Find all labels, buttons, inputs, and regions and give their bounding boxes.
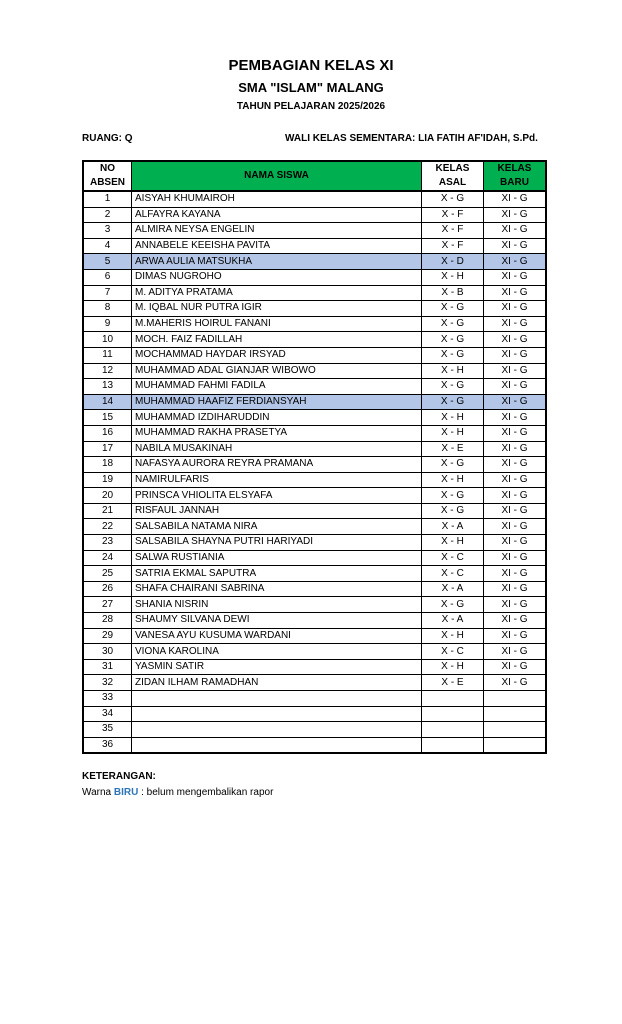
cell-nama-siswa: SATRIA EKMAL SAPUTRA — [132, 566, 422, 582]
cell-nama-siswa: SHAUMY SILVANA DEWI — [132, 613, 422, 629]
table-row — [83, 285, 546, 301]
cell-no-absen: 24 — [83, 550, 132, 566]
cell-kelas-asal: X - G — [422, 394, 484, 410]
cell-no-absen: 17 — [83, 441, 132, 457]
cell-no-absen: 26 — [83, 581, 132, 597]
cell-nama-siswa: SHAFA CHAIRANI SABRINA — [132, 581, 422, 597]
cell-kelas-asal: X - G — [422, 347, 484, 363]
cell-no-absen: 35 — [83, 722, 132, 738]
column-header-nama-siswa: NAMA SISWA — [132, 161, 422, 191]
cell-kelas-baru: XI - G — [484, 535, 547, 551]
cell-kelas-baru: XI - G — [484, 519, 547, 535]
cell-kelas-baru: XI - G — [484, 488, 547, 504]
cell-nama-siswa — [132, 691, 422, 707]
table-row — [83, 191, 546, 207]
cell-nama-siswa: MOCHAMMAD HAYDAR IRSYAD — [132, 347, 422, 363]
cell-kelas-baru: XI - G — [484, 644, 547, 660]
cell-nama-siswa: ARWA AULIA MATSUKHA — [132, 254, 422, 270]
cell-no-absen: 6 — [83, 269, 132, 285]
table-row — [83, 659, 546, 675]
cell-kelas-asal — [422, 737, 484, 753]
table-row — [83, 223, 546, 239]
table-row — [83, 269, 546, 285]
cell-kelas-baru: XI - G — [484, 347, 547, 363]
table-row — [83, 535, 546, 551]
cell-no-absen: 9 — [83, 316, 132, 332]
table-row — [83, 238, 546, 254]
cell-kelas-baru — [484, 691, 547, 707]
cell-kelas-baru: XI - G — [484, 394, 547, 410]
class-table — [82, 160, 547, 754]
cell-kelas-asal: X - H — [422, 425, 484, 441]
legend-title: KETERANGAN: — [82, 771, 156, 782]
cell-nama-siswa: NABILA MUSAKINAH — [132, 441, 422, 457]
cell-nama-siswa: SHANIA NISRIN — [132, 597, 422, 613]
cell-kelas-baru: XI - G — [484, 301, 547, 317]
cell-kelas-baru: XI - G — [484, 550, 547, 566]
cell-no-absen: 32 — [83, 675, 132, 691]
cell-nama-siswa: SALWA RUSTIANIA — [132, 550, 422, 566]
cell-nama-siswa: MUHAMMAD RAKHA PRASETYA — [132, 425, 422, 441]
table-row — [83, 581, 546, 597]
cell-kelas-baru: XI - G — [484, 441, 547, 457]
cell-kelas-asal: X - G — [422, 503, 484, 519]
cell-kelas-asal — [422, 706, 484, 722]
cell-nama-siswa: NAFASYA AURORA REYRA PRAMANA — [132, 457, 422, 473]
cell-no-absen: 27 — [83, 597, 132, 613]
cell-kelas-baru: XI - G — [484, 269, 547, 285]
cell-nama-siswa: MUHAMMAD HAAFIZ FERDIANSYAH — [132, 394, 422, 410]
legend-suffix: : belum mengembalikan rapor — [138, 787, 274, 798]
cell-kelas-baru: XI - G — [484, 472, 547, 488]
cell-nama-siswa: MUHAMMAD FAHMI FADILA — [132, 379, 422, 395]
cell-kelas-baru: XI - G — [484, 425, 547, 441]
cell-nama-siswa: M. IQBAL NUR PUTRA IGIR — [132, 301, 422, 317]
school-name: SMA "ISLAM" MALANG — [238, 80, 384, 95]
table-row — [83, 363, 546, 379]
table-header-row — [83, 161, 546, 191]
cell-no-absen: 36 — [83, 737, 132, 753]
cell-no-absen: 5 — [83, 254, 132, 270]
cell-no-absen: 31 — [83, 659, 132, 675]
cell-kelas-baru: XI - G — [484, 316, 547, 332]
cell-nama-siswa: MUHAMMAD IZDIHARUDDIN — [132, 410, 422, 426]
table-row — [83, 613, 546, 629]
cell-kelas-baru: XI - G — [484, 285, 547, 301]
cell-kelas-baru — [484, 706, 547, 722]
cell-kelas-baru: XI - G — [484, 675, 547, 691]
cell-kelas-baru: XI - G — [484, 191, 547, 207]
cell-no-absen: 23 — [83, 535, 132, 551]
academic-year: TAHUN PELAJARAN 2025/2026 — [236, 101, 386, 112]
cell-no-absen: 8 — [83, 301, 132, 317]
cell-kelas-baru: XI - G — [484, 238, 547, 254]
cell-kelas-asal: X - D — [422, 254, 484, 270]
cell-no-absen: 2 — [83, 207, 132, 223]
cell-kelas-baru: XI - G — [484, 659, 547, 675]
cell-kelas-baru: XI - G — [484, 457, 547, 473]
cell-kelas-asal: X - G — [422, 379, 484, 395]
legend-text — [82, 787, 273, 798]
table-row — [83, 488, 546, 504]
cell-kelas-asal: X - G — [422, 332, 484, 348]
table-row — [83, 519, 546, 535]
cell-kelas-asal: X - F — [422, 238, 484, 254]
cell-kelas-baru: XI - G — [484, 597, 547, 613]
cell-nama-siswa: VANESA AYU KUSUMA WARDANI — [132, 628, 422, 644]
cell-no-absen: 34 — [83, 706, 132, 722]
cell-nama-siswa: M. ADITYA PRATAMA — [132, 285, 422, 301]
cell-nama-siswa: MOCH. FAIZ FADILLAH — [132, 332, 422, 348]
cell-no-absen: 15 — [83, 410, 132, 426]
cell-kelas-asal: X - G — [422, 597, 484, 613]
cell-kelas-asal: X - H — [422, 269, 484, 285]
cell-nama-siswa: VIONA KAROLINA — [132, 644, 422, 660]
cell-nama-siswa: ALMIRA NEYSA ENGELIN — [132, 223, 422, 239]
cell-kelas-baru: XI - G — [484, 332, 547, 348]
cell-no-absen: 30 — [83, 644, 132, 660]
cell-kelas-asal: X - H — [422, 472, 484, 488]
table-row — [83, 675, 546, 691]
cell-nama-siswa: SALSABILA SHAYNA PUTRI HARIYADI — [132, 535, 422, 551]
cell-kelas-asal: X - E — [422, 675, 484, 691]
cell-kelas-baru: XI - G — [484, 410, 547, 426]
cell-kelas-asal: X - F — [422, 223, 484, 239]
cell-nama-siswa: M.MAHERIS HOIRUL FANANI — [132, 316, 422, 332]
cell-kelas-baru: XI - G — [484, 581, 547, 597]
cell-nama-siswa: ANNABELE KEEISHA PAVITA — [132, 238, 422, 254]
cell-kelas-asal: X - H — [422, 363, 484, 379]
cell-kelas-asal: X - G — [422, 301, 484, 317]
cell-kelas-asal: X - H — [422, 628, 484, 644]
column-header-baru-line2: BARU — [500, 177, 529, 188]
table-body — [83, 191, 546, 753]
cell-nama-siswa: AISYAH KHUMAIROH — [132, 191, 422, 207]
table-row — [83, 301, 546, 317]
cell-kelas-asal: X - G — [422, 316, 484, 332]
cell-kelas-asal: X - H — [422, 410, 484, 426]
cell-no-absen: 28 — [83, 613, 132, 629]
table-row — [83, 566, 546, 582]
table-row — [83, 379, 546, 395]
cell-kelas-baru: XI - G — [484, 363, 547, 379]
cell-kelas-asal: X - A — [422, 581, 484, 597]
table-row — [83, 254, 546, 270]
table-row — [83, 550, 546, 566]
table-row — [83, 316, 546, 332]
table-row — [83, 457, 546, 473]
cell-nama-siswa: NAMIRULFARIS — [132, 472, 422, 488]
cell-kelas-baru — [484, 737, 547, 753]
cell-nama-siswa: DIMAS NUGROHO — [132, 269, 422, 285]
table-row — [83, 706, 546, 722]
cell-kelas-asal: X - G — [422, 488, 484, 504]
cell-no-absen: 25 — [83, 566, 132, 582]
table-row — [83, 347, 546, 363]
legend-blue-word: BIRU — [113, 787, 139, 798]
cell-no-absen: 3 — [83, 223, 132, 239]
cell-no-absen: 16 — [83, 425, 132, 441]
room-label: RUANG: Q — [82, 133, 133, 144]
cell-no-absen: 11 — [83, 347, 132, 363]
table-row — [83, 394, 546, 410]
cell-nama-siswa: YASMIN SATIR — [132, 659, 422, 675]
cell-nama-siswa — [132, 737, 422, 753]
table-row — [83, 503, 546, 519]
cell-nama-siswa: RISFAUL JANNAH — [132, 503, 422, 519]
cell-kelas-baru — [484, 722, 547, 738]
cell-nama-siswa: PRINSCA VHIOLITA ELSYAFA — [132, 488, 422, 504]
cell-kelas-asal: X - C — [422, 550, 484, 566]
cell-kelas-asal: X - B — [422, 285, 484, 301]
table-row — [83, 628, 546, 644]
column-header-asal-line2: ASAL — [438, 177, 467, 188]
column-header-no-line1: NO — [100, 163, 115, 174]
column-header-asal-line1: KELAS — [435, 163, 470, 174]
cell-kelas-asal: X - G — [422, 191, 484, 207]
cell-kelas-asal: X - G — [422, 457, 484, 473]
cell-no-absen: 13 — [83, 379, 132, 395]
table-row — [83, 644, 546, 660]
cell-no-absen: 7 — [83, 285, 132, 301]
table-row — [83, 691, 546, 707]
table-row — [83, 597, 546, 613]
document-title: PEMBAGIAN KELAS XI — [228, 57, 394, 74]
cell-kelas-asal: X - H — [422, 659, 484, 675]
column-header-no-line2: ABSEN — [89, 177, 125, 188]
cell-kelas-asal: X - C — [422, 644, 484, 660]
cell-nama-siswa: ALFAYRA KAYANA — [132, 207, 422, 223]
cell-nama-siswa — [132, 722, 422, 738]
cell-no-absen: 21 — [83, 503, 132, 519]
cell-kelas-baru: XI - G — [484, 223, 547, 239]
cell-kelas-baru: XI - G — [484, 503, 547, 519]
cell-kelas-asal — [422, 722, 484, 738]
cell-nama-siswa: SALSABILA NATAMA NIRA — [132, 519, 422, 535]
table-row — [83, 410, 546, 426]
table-row — [83, 207, 546, 223]
column-header-kelas-baru — [484, 161, 547, 191]
cell-no-absen: 22 — [83, 519, 132, 535]
cell-nama-siswa: MUHAMMAD ADAL GIANJAR WIBOWO — [132, 363, 422, 379]
cell-kelas-asal — [422, 691, 484, 707]
cell-kelas-asal: X - A — [422, 613, 484, 629]
cell-kelas-asal: X - A — [422, 519, 484, 535]
table-row — [83, 722, 546, 738]
cell-kelas-baru: XI - G — [484, 628, 547, 644]
cell-no-absen: 33 — [83, 691, 132, 707]
table-row — [83, 441, 546, 457]
cell-no-absen: 20 — [83, 488, 132, 504]
table-row — [83, 332, 546, 348]
cell-no-absen: 12 — [83, 363, 132, 379]
column-header-baru-line1: KELAS — [497, 163, 532, 174]
cell-no-absen: 19 — [83, 472, 132, 488]
cell-no-absen: 29 — [83, 628, 132, 644]
cell-kelas-asal: X - E — [422, 441, 484, 457]
homeroom-teacher: WALI KELAS SEMENTARA: LIA FATIH AF'IDAH, S.Pd. — [285, 133, 538, 144]
table-row — [83, 425, 546, 441]
table-row — [83, 737, 546, 753]
cell-kelas-asal: X - C — [422, 566, 484, 582]
cell-kelas-baru: XI - G — [484, 613, 547, 629]
table-row — [83, 472, 546, 488]
legend-prefix: Warna — [82, 787, 114, 798]
cell-nama-siswa: ZIDAN ILHAM RAMADHAN — [132, 675, 422, 691]
cell-kelas-asal: X - F — [422, 207, 484, 223]
cell-kelas-baru: XI - G — [484, 566, 547, 582]
cell-no-absen: 10 — [83, 332, 132, 348]
cell-kelas-asal: X - H — [422, 535, 484, 551]
cell-no-absen: 1 — [83, 191, 132, 207]
cell-no-absen: 14 — [83, 394, 132, 410]
cell-no-absen: 18 — [83, 457, 132, 473]
cell-no-absen: 4 — [83, 238, 132, 254]
column-header-kelas-asal — [422, 161, 484, 191]
cell-kelas-baru: XI - G — [484, 379, 547, 395]
cell-kelas-baru: XI - G — [484, 207, 547, 223]
column-header-no-absen — [83, 161, 132, 191]
cell-nama-siswa — [132, 706, 422, 722]
cell-kelas-baru: XI - G — [484, 254, 547, 270]
